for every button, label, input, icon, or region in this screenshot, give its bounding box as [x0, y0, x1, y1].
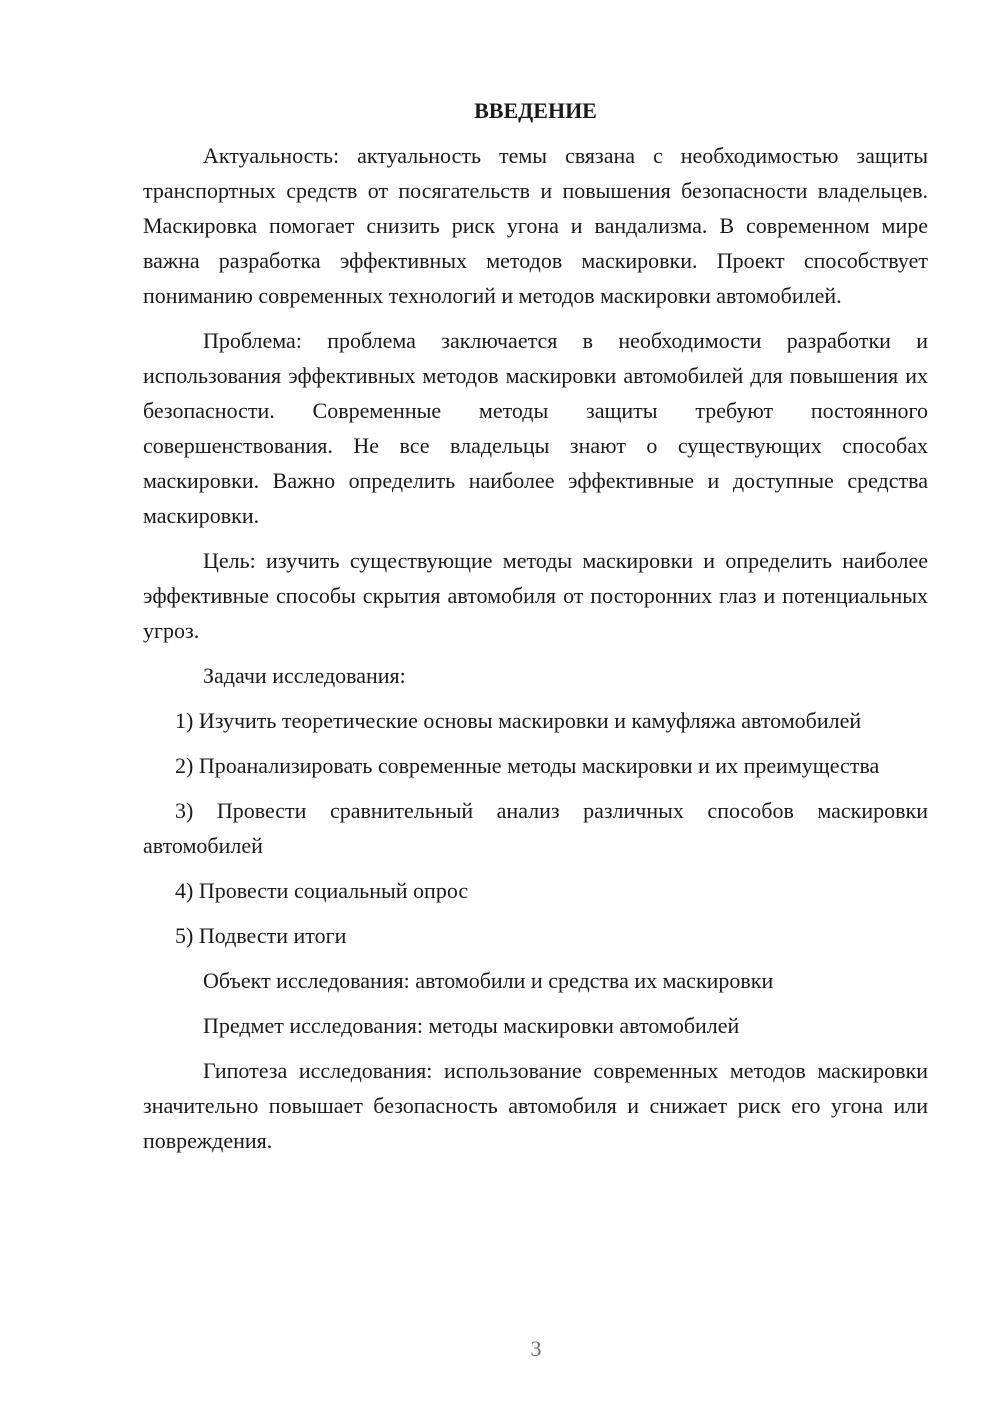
- task-item-3: 3) Провести сравнительный анализ различных способов маскировки автомобилей: [143, 798, 928, 858]
- task-item-5: 5) Подвести итоги: [175, 923, 347, 948]
- page-number: 3: [530, 1336, 542, 1361]
- problem-paragraph: Проблема: проблема заключается в необходимости разработки и использования эффективных методов маскировки автомобилей для повышения их безопасности. Современные методы защиты требуют постоянного совершенствования. Не все владельцы знают о существующих способах маскировки. Важно определить наиболее эффективные и доступные средства маскировки.: [143, 328, 928, 528]
- relevance-paragraph: Актуальность: актуальность темы связана с необходимостью защиты транспортных средств от посягательств и повышения безопасности владельцев. Маскировка помогает снизить риск угона и вандализма. В современном мире важна разработка эффективных методов маскировки. Проект способствует пониманию современных технологий и методов маскировки автомобилей.: [143, 143, 928, 308]
- page-title: ВВЕДЕНИЕ: [474, 98, 597, 123]
- task-item-4: 4) Провести социальный опрос: [175, 878, 469, 903]
- document-body: [143, 93, 928, 1168]
- goal-paragraph: Цель: изучить существующие методы маскировки и определить наиболее эффективные способы скрытия автомобиля от посторонних глаз и потенциальных угроз.: [143, 548, 928, 643]
- research-object: Объект исследования: автомобили и средства их маскировки: [203, 968, 774, 993]
- hypothesis-paragraph: Гипотеза исследования: использование современных методов маскировки значительно повышает безопасность автомобиля и снижает риск его угона или повреждения.: [143, 1058, 928, 1153]
- task-item-2: 2) Проанализировать современные методы маскировки и их преимущества: [175, 753, 880, 778]
- research-subject: Предмет исследования: методы маскировки автомобилей: [203, 1013, 740, 1038]
- tasks-heading: Задачи исследования:: [203, 663, 406, 688]
- task-item-1: 1) Изучить теоретические основы маскировки и камуфляжа автомобилей: [175, 708, 862, 733]
